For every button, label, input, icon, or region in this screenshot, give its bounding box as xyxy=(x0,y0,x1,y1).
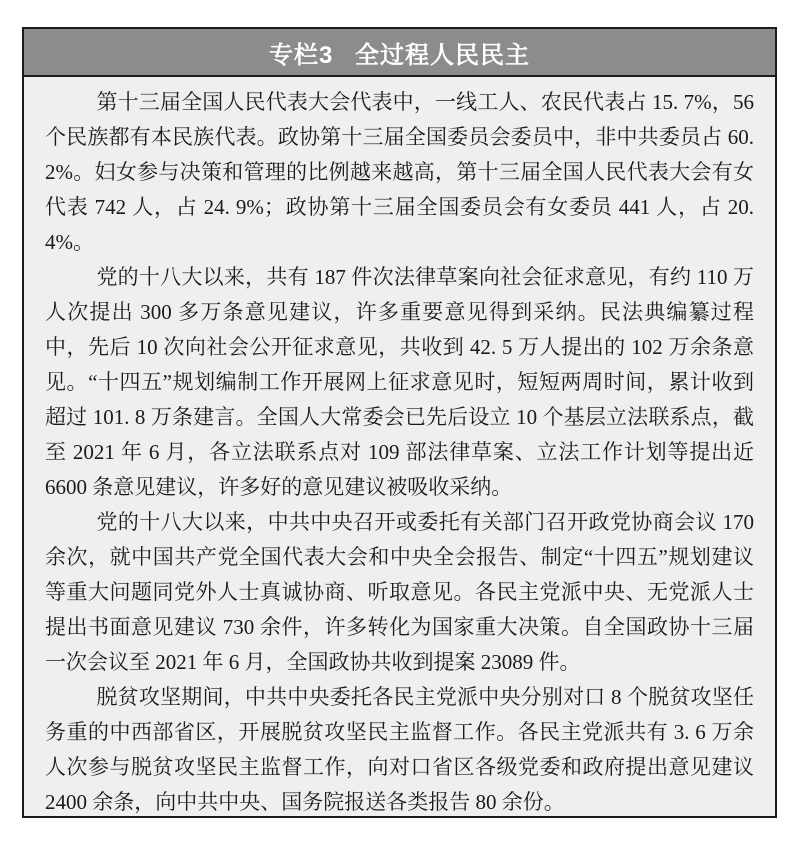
column-title: 全过程人民民主 xyxy=(354,41,530,69)
paragraph-npc-representation: 第十三届全国人民代表大会代表中，一线工人、农民代表占 15. 7%，56 个民族都有本民族代表。政协第十三届全国委员会委员中，非中共委员占 60. 2%。妇女参与决策和管理的比例越来越高，第十三届全国人民代表大会有女代表 742 人，占 24. 9%；政协第十三届全国委员会有女委员 441 人，占 20. 4%。 xyxy=(45,90,754,254)
paragraph-legislative-consultation: 党的十八大以来，共有 187 件次法律草案向社会征求意见，有约 110 万人次提出 300 多万条意见建议，许多重要意见得到采纳。民法典编纂过程中，先后 10 次向社会公开征求意见，共收到 42. 5 万人提出的 102 万余条意见。“十四五”规划编制工作开展网上征求意见时，短短两周时间，累计收到超过 101. 8 万条建言。全国人大常委会已先后设立 10 个基层立法联系点，截至 2021 年 6 月，各立法联系点对 109 部法律草案、立法工作计划等提出近 6600 条意见建议，许多好的意见建议被吸收采纳。 xyxy=(45,265,754,499)
paragraph-poverty-supervision: 脱贫攻坚期间，中共中央委托各民主党派中央分别对口 8 个脱贫攻坚任务重的中西部省区，开展脱贫攻坚民主监督工作。各民主党派共有 3. 6 万余人次参与脱贫攻坚民主监督工作，向对口省区各级党委和政府提出意见建议 2400 余条，向中共中央、国务院报送各类报告 80 余份。 xyxy=(45,685,754,814)
column-header xyxy=(24,29,775,77)
column-box xyxy=(22,27,777,818)
column-body xyxy=(24,77,775,816)
paragraph-party-consultation: 党的十八大以来，中共中央召开或委托有关部门召开政党协商会议 170 余次，就中国共产党全国代表大会和中央全会报告、制定“十四五”规划建议等重大问题同党外人士真诚协商、听取意见。各民主党派中央、无党派人士提出书面意见建议 730 余件，许多转化为国家重大决策。自全国政协十三届一次会议至 2021 年 6 月，全国政协共收到提案 23089 件。 xyxy=(45,510,754,674)
column-number-label: 专栏3 xyxy=(269,41,334,69)
